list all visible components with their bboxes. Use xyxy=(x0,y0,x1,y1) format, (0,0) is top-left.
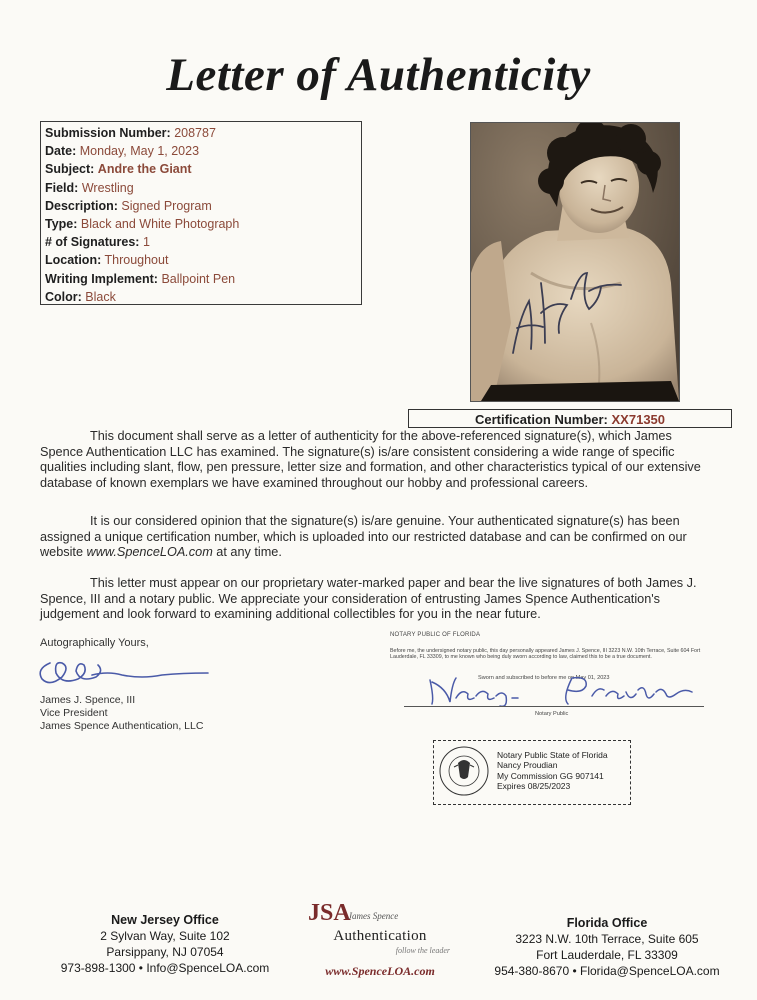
notary-statement: Before me, the undersigned notary public, this day personally appeared James J. Spence, III 3223 N.W. 10th Terrace, Suite 604 Fort Lauderdale, FL 33309, to me known who being duly sworn according to law, claimed this to be a true document. xyxy=(390,648,701,661)
details-box xyxy=(40,121,362,305)
notary-signature xyxy=(422,668,702,708)
office-city: Parsippany, NJ 07054 xyxy=(106,945,224,959)
certification-value: XX71350 xyxy=(611,412,666,427)
notary-sworn-line: Sworn and subscribed to before me on May 01, 2023 xyxy=(478,675,610,681)
signer-block xyxy=(40,694,203,733)
detail-label: # of Signatures: xyxy=(45,235,140,250)
detail-row-submission xyxy=(45,124,361,142)
detail-row-color xyxy=(45,288,361,306)
paragraph-text: at any time. xyxy=(212,545,282,560)
new-jersey-office xyxy=(40,912,290,976)
detail-row-date xyxy=(45,142,361,160)
logo-tagline: follow the leader xyxy=(395,946,450,955)
jsa-logo xyxy=(300,900,460,985)
office-contact: 973-898-1300 • Info@SpenceLOA.com xyxy=(60,961,270,975)
stamp-line: Notary Public State of Florida xyxy=(497,750,608,760)
notary-seal-icon xyxy=(436,743,492,799)
detail-value: Throughout xyxy=(104,253,169,268)
notary-public-label: Notary Public xyxy=(535,711,569,717)
detail-row-implement xyxy=(45,270,361,288)
logo-subline: James Spence xyxy=(348,911,399,921)
detail-label: Writing Implement: xyxy=(45,271,158,286)
signer-title: Vice President xyxy=(40,707,108,719)
paragraph-opinion xyxy=(40,514,716,561)
detail-value: Ballpoint Pen xyxy=(161,271,236,286)
spence-signature xyxy=(32,645,212,693)
closing-salutation: Autographically Yours, xyxy=(40,637,149,649)
detail-row-type xyxy=(45,215,361,233)
certification-label: Certification Number: xyxy=(474,412,608,427)
florida-office xyxy=(482,915,732,979)
detail-value: Andre the Giant xyxy=(97,162,192,177)
website-link[interactable]: www.SpenceLOA.com xyxy=(86,545,213,560)
signed-photograph xyxy=(470,122,680,402)
signer-company: James Spence Authentication, LLC xyxy=(40,720,204,732)
detail-label: Location: xyxy=(45,253,102,268)
detail-value: Black xyxy=(85,289,116,304)
logo-name: Authentication xyxy=(333,928,427,944)
detail-label: Submission Number: xyxy=(45,126,171,140)
detail-label: Color: xyxy=(45,289,82,304)
stamp-line: Expires 08/25/2023 xyxy=(497,781,571,792)
detail-row-field xyxy=(45,179,361,197)
detail-label: Date: xyxy=(45,144,77,159)
paragraph-text: It is our considered opinion that the signature(s) is/are genuine. Your authenticated signature(s) has been assigned a unique certification number, which is uploaded into our restricted database and can be confirmed on our website xyxy=(40,514,687,560)
detail-row-description xyxy=(45,197,361,215)
stamp-line: Nancy Proudian xyxy=(497,760,558,771)
paragraph-requirements xyxy=(40,576,716,623)
stamp-line: My Commission GG 907141 xyxy=(497,770,604,781)
office-contact: 954-380-8670 • Florida@SpenceLOA.com xyxy=(494,964,720,978)
signer-name: James J. Spence, III xyxy=(40,694,136,706)
detail-label: Description: xyxy=(45,198,118,213)
certification-number-box xyxy=(408,409,732,428)
letter-title: Letter of Authenticity xyxy=(166,49,591,101)
detail-row-location xyxy=(45,251,361,269)
detail-value: Black and White Photograph xyxy=(80,217,240,232)
detail-row-signatures xyxy=(45,233,361,251)
paragraph-examination xyxy=(40,429,716,491)
office-name: New Jersey Office xyxy=(111,913,219,927)
detail-label: Subject: xyxy=(45,162,95,177)
paragraph-text: This letter must appear on our proprietary water-marked paper and bear the live signatures of both James J. Spence, III and a notary public. We appreciate your consideration of entrusting James Spence Authentication's judgement and look forward to examining additional collectibles for you in the near future. xyxy=(40,576,697,622)
detail-value: Monday, May 1, 2023 xyxy=(79,144,200,159)
detail-label: Field: xyxy=(45,180,79,195)
detail-value: 208787 xyxy=(174,126,216,140)
notary-signature-line xyxy=(404,706,704,707)
notary-heading: NOTARY PUBLIC OF FLORIDA xyxy=(390,632,481,638)
detail-value: Wrestling xyxy=(81,180,134,195)
office-name: Florida Office xyxy=(566,916,648,930)
office-city: Fort Lauderdale, FL 33309 xyxy=(536,948,678,962)
paragraph-text: This document shall serve as a letter of authenticity for the above-referenced signature(s), which James Spence Authentication LLC has examined. The signature(s) is/are consistent considering a wide range of specific qualities including slant, flow, pen pressure, letter size and formation, and other characteristics typical of our extensive database of known exemplars we have examined throughout our hobby and professional careers. xyxy=(40,429,701,490)
detail-row-subject xyxy=(45,160,361,178)
logo-mark: JSA xyxy=(308,900,351,926)
notary-stamp-text xyxy=(497,750,608,792)
office-address: 3223 N.W. 10th Terrace, Suite 605 xyxy=(515,932,699,946)
detail-label: Type: xyxy=(45,217,78,232)
detail-value: 1 xyxy=(142,235,150,250)
detail-value: Signed Program xyxy=(121,198,212,213)
logo-website[interactable]: www.SpenceLOA.com xyxy=(325,964,435,978)
office-address: 2 Sylvan Way, Suite 102 xyxy=(100,929,230,943)
